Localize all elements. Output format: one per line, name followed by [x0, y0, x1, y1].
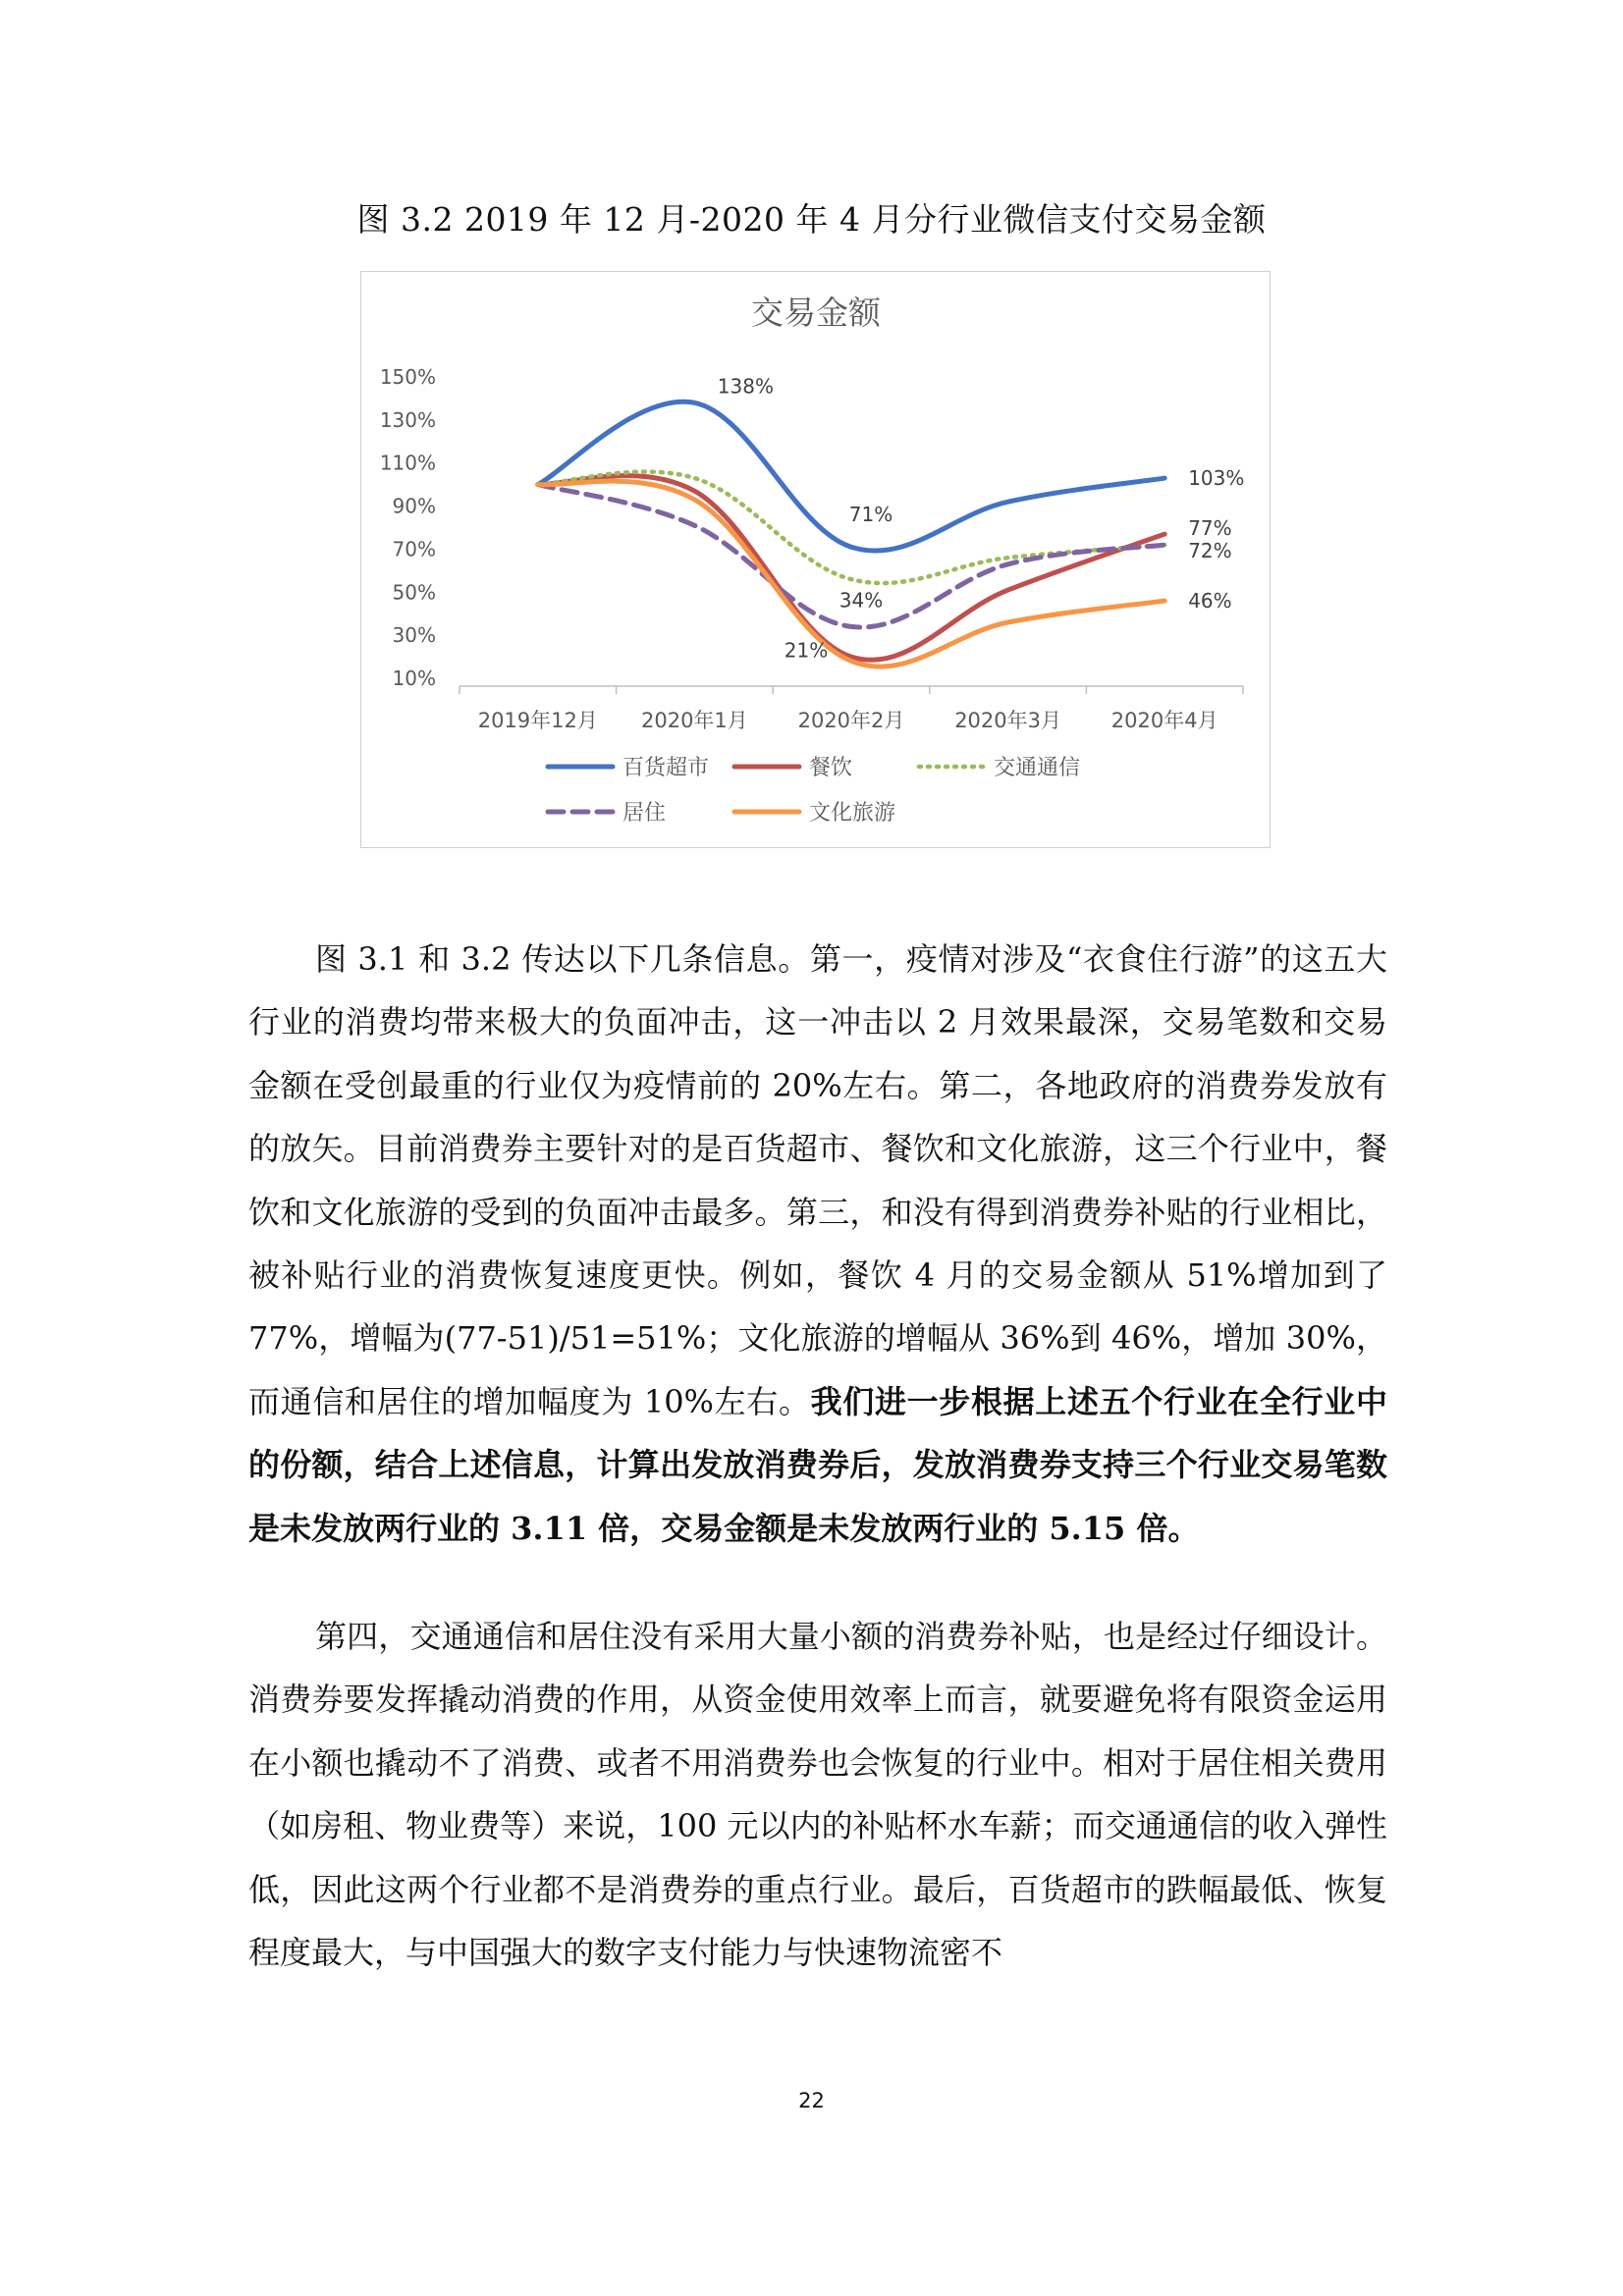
chart-legend [548, 756, 1080, 826]
x-tick-label: 2020年4月 [1110, 709, 1218, 732]
y-tick-label: 70% [392, 537, 436, 561]
x-axis [460, 686, 1243, 732]
series-lines [538, 401, 1164, 667]
data-label: 34% [839, 588, 884, 613]
paragraph-1-segment-1: 我们进一步根据上述五个行业在全行业中的份额，结合上述信息，计算出发放消费券后，发放消费券支持三个行业交易笔数是未发放两行业的 3.11 倍，交易金额是未发放两行业的 5.15 倍。 [248, 1382, 1387, 1547]
x-tick-label: 2020年1月 [640, 709, 748, 732]
data-label: 46% [1188, 589, 1232, 614]
y-axis-ticks [380, 365, 436, 690]
x-tick-label: 2020年2月 [797, 709, 905, 732]
y-tick-label: 90% [392, 494, 436, 518]
data-label: 21% [784, 638, 829, 663]
legend-label-1: 百货超市 [622, 756, 710, 780]
paragraph-1-segment-0: 图 3.1 和 3.2 传达以下几条信息。第一，疫情对涉及“衣食住行游”的这五大行业的消费均带来极大的负面冲击，这一冲击以 2 月效果最深，交易笔数和交易金额在受创最重的行业仅为疫情前的 20%左右。第二，各地政府的消费券发放有的放矢。目前消费券主要针对的是百货超市、餐饮和文化旅游，这三个行业中，餐饮和文化旅游的受到的负面冲击最多。第三，和没有得到消费券补贴的行业相比，被补贴行业的消费恢复速度更快。例如，餐饮 4 月的交易金额从 51%增加到了 77%，增幅为(77-51)/51=51%；文化旅游的增幅从 36%到 46%，增加 30%，而通信和居住的增加幅度为 10%左右。 [248, 940, 1387, 1420]
legend-label-2: 餐饮 [809, 756, 853, 780]
legend-label-5: 文化旅游 [809, 801, 896, 826]
paragraph-2-segment-0: 第四，交通通信和居住没有采用大量小额的消费券补贴，也是经过仔细设计。消费券要发挥撬动消费的作用，从资金使用效率上而言，就要避免将有限资金运用在小额也撬动不了消费、或者不用消费券也会恢复的行业中。相对于居住相关费用（如房租、物业费等）来说，100 元以内的补贴杯水车薪；而交通通信的收入弹性低，因此这两个行业都不是消费券的重点行业。最后，百货超市的跌幅最低、恢复程度最大，与中国强大的数字支付能力与快速物流密不 [248, 1618, 1387, 1972]
data-label: 71% [848, 503, 893, 527]
data-labels [718, 374, 1245, 662]
y-tick-label: 10% [392, 667, 436, 690]
x-tick-label: 2020年3月 [954, 709, 1062, 732]
y-tick-label: 30% [392, 623, 436, 648]
data-label: 72% [1188, 539, 1232, 563]
data-label: 103% [1188, 466, 1245, 491]
body-paragraph-2 [248, 1605, 1387, 1984]
chart-title: 交易金额 [751, 294, 881, 332]
y-tick-label: 150% [379, 365, 436, 389]
body-paragraph-1 [248, 928, 1387, 1560]
y-tick-label: 110% [379, 451, 436, 475]
y-tick-label: 50% [392, 580, 436, 605]
data-label: 77% [1188, 516, 1232, 541]
legend-label-4: 居住 [622, 801, 667, 826]
legend-label-3: 交通通信 [994, 756, 1081, 780]
data-label: 138% [717, 374, 774, 399]
x-tick-label: 2019年12月 [477, 709, 598, 732]
y-tick-label: 130% [379, 407, 436, 432]
chart-svg [361, 272, 1271, 849]
figure-caption: 图 3.2 2019 年 12 月-2020 年 4 月分行业微信支付交易金额 [356, 200, 1267, 239]
line-chart [360, 271, 1271, 848]
page-number: 22 [798, 2089, 825, 2112]
